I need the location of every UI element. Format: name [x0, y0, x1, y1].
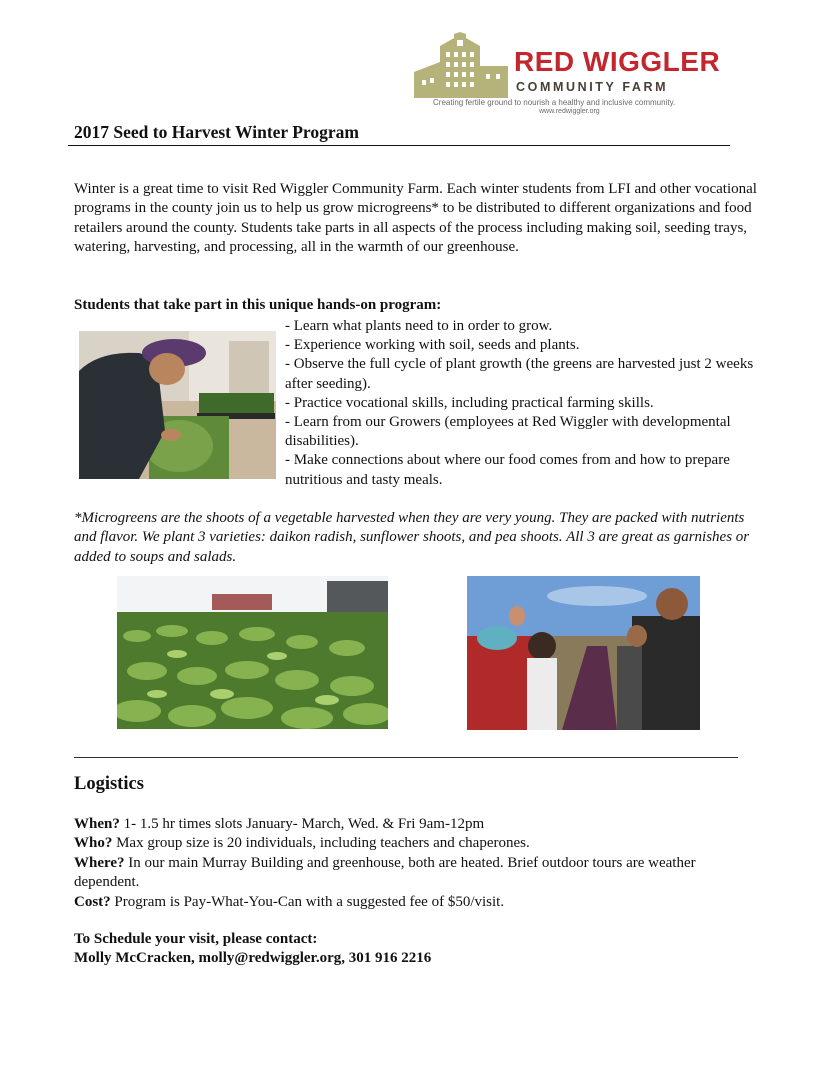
- contact-heading: To Schedule your visit, please contact:: [74, 931, 318, 947]
- logistics-heading: Logistics: [74, 774, 144, 794]
- cost-text: Program is Pay-What-You-Can with a suggested fee of $50/visit.: [110, 893, 505, 910]
- student-seeding-photo: [79, 331, 276, 479]
- list-item: - Learn from our Growers (employees at Red Wiggler with developmental disabilities).: [285, 414, 731, 450]
- group-harvest-photo: [467, 576, 700, 730]
- farm-logo: [410, 30, 740, 120]
- logo-url: www.redwiggler.org: [539, 108, 600, 115]
- list-item: - Make connections about where our food comes from and how to prepare nutritious and tasty meals.: [285, 452, 730, 488]
- logo-tagline: Creating fertile ground to nourish a healthy and inclusive community.: [433, 98, 676, 107]
- intro-paragraph: Winter is a great time to visit Red Wiggler Community Farm. Each winter students from LFI and other vocational programs in the county join us to help us grow microgreens* to be distributed to different organizations and food retailers around the county. Students take parts in all aspects of the process including making soil, seeding trays, watering, harvesting, and processing, all in the warmth of our greenhouse.: [74, 181, 757, 256]
- list-item: - Experience working with soil, seeds and plants.: [285, 337, 580, 354]
- program-benefits-list: [285, 317, 755, 490]
- contact-details: Molly McCracken, molly@redwiggler.org, 301 916 2216: [74, 950, 432, 967]
- list-item: - Practice vocational skills, including practical farming skills.: [285, 394, 654, 411]
- page-title: 2017 Seed to Harvest Winter Program: [74, 122, 359, 142]
- who-label: Who?: [74, 835, 113, 852]
- where-label: Where?: [74, 854, 125, 871]
- cost-label: Cost?: [74, 893, 111, 910]
- list-item: - Learn what plants need to in order to grow.: [285, 318, 553, 334]
- students-heading: Students that take part in this unique hands-on program:: [74, 297, 442, 313]
- when-text: 1- 1.5 hr times slots January- March, Wed. & Fri 9am-12pm: [119, 816, 485, 832]
- logo-name-line2: COMMUNITY FARM: [516, 80, 669, 94]
- where-text: In our main Murray Building and greenhouse, both are heated. Brief outdoor tours are weather dependent.: [74, 854, 696, 891]
- microgreens-note: *Microgreens are the shoots of a vegetable harvested when they are very young. They are packed with nutrients and flavor. We plant 3 varieties: daikon radish, sunflower shoots, and pea shoots. All 3 are great as garnishes or added to soups and salads.: [74, 510, 750, 565]
- barn-icon: [410, 32, 510, 100]
- logistics-details: [74, 815, 764, 912]
- when-label: When?: [74, 816, 120, 832]
- microgreens-photo: [117, 576, 388, 729]
- list-item: - Observe the full cycle of plant growth (the greens are harvested just 2 weeks after seeding).: [285, 356, 754, 392]
- section-divider: [74, 757, 738, 758]
- title-divider: [68, 145, 730, 146]
- logo-name-line1: RED WIGGLER: [514, 46, 721, 77]
- who-text: Max group size is 20 individuals, including teachers and chaperones.: [112, 835, 530, 852]
- contact-block: [74, 930, 764, 969]
